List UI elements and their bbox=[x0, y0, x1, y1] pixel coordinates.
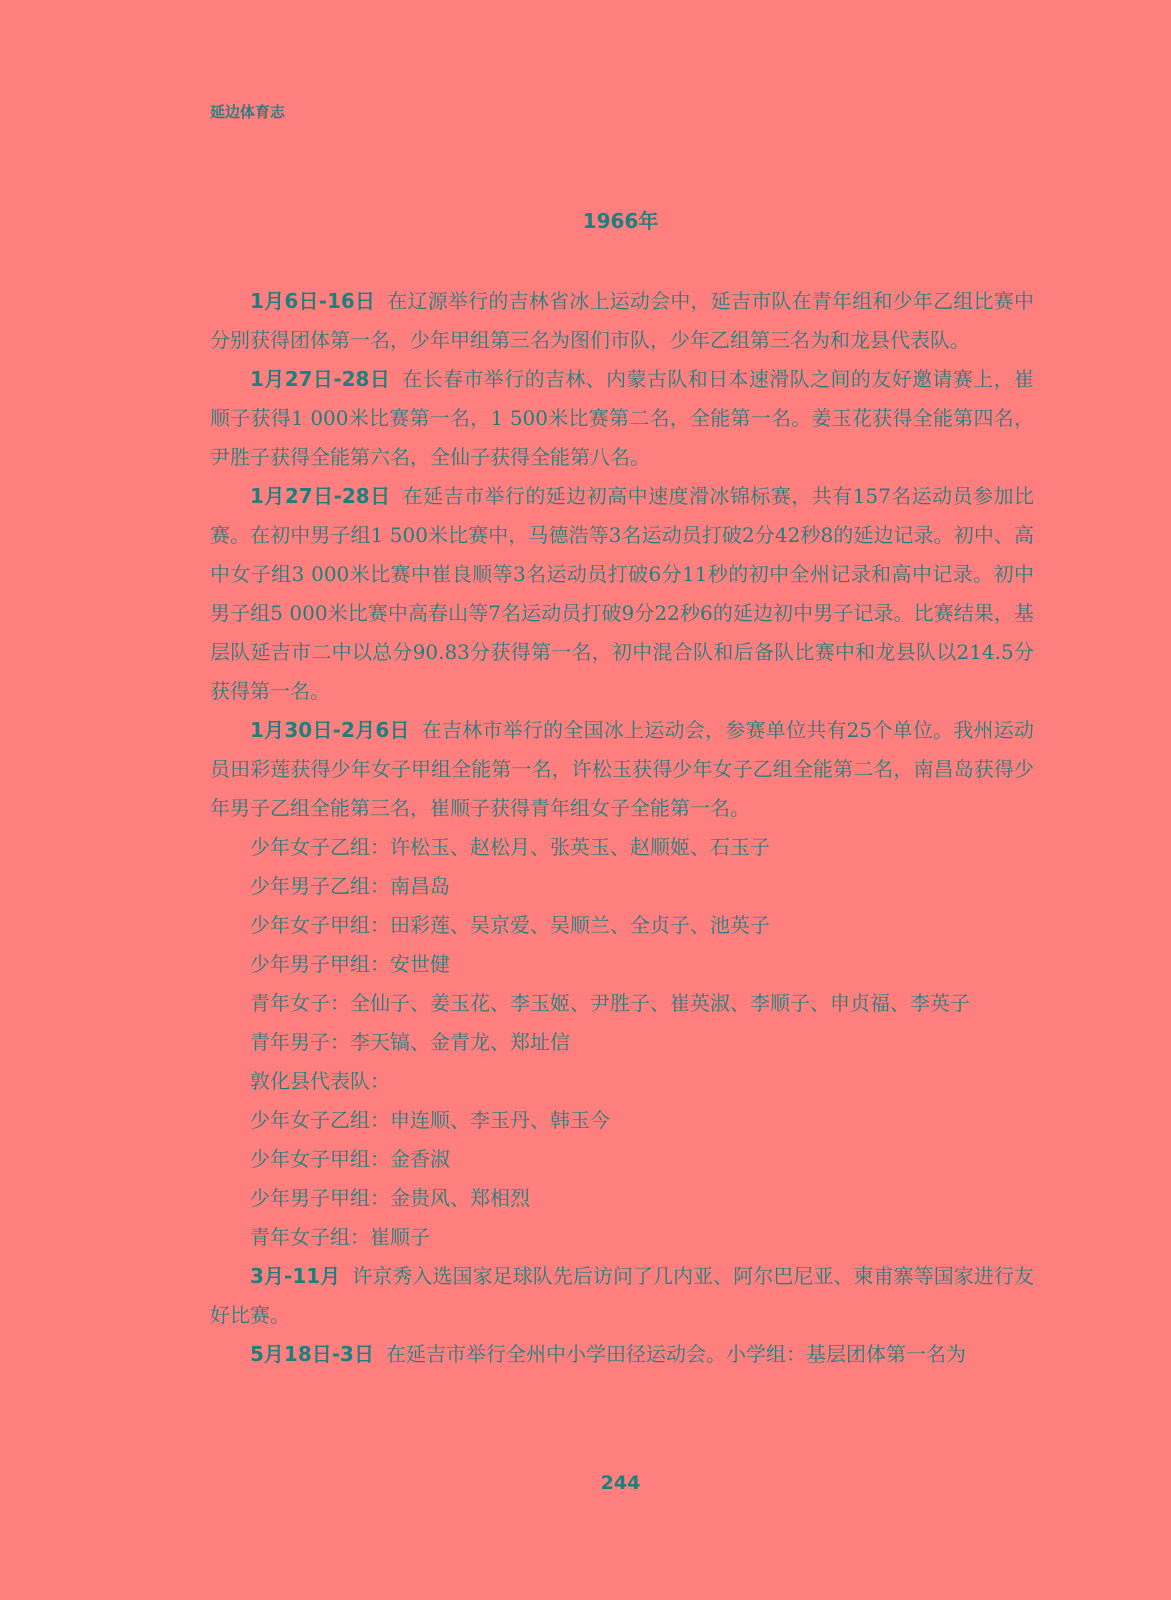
entry-paragraph bbox=[210, 711, 1034, 828]
roster-line: 少年男子乙组：南昌岛 bbox=[250, 874, 450, 898]
entry-paragraph bbox=[210, 1257, 1034, 1335]
roster-line: 敦化县代表队： bbox=[250, 1069, 390, 1093]
entry-text: 在延吉市举行的延边初高中速度滑冰锦标赛，共有157名运动员参加比赛。在初中男子组1 500米比赛中，马德浩等3名运动员打破2分42秒8的延边记录。初中、高中女子组3 000米比赛中崔良顺等3名运动员打破6分11秒的初中全州记录和高中记录。初中男子组5 000米比赛中高春山等7名运动员打破9分22秒6的延边初中男子记录。比赛结果，基层队延吉市二中以总分90.83分获得第一名，初中混合队和后备队比赛中和龙县队以214.5分获得第一名。 bbox=[210, 484, 1034, 703]
entry-date: 3月-11月 bbox=[250, 1264, 341, 1288]
entry-date: 1月27日-28日 bbox=[250, 484, 391, 508]
roster-line: 少年男子甲组：金贵风、郑相烈 bbox=[250, 1186, 530, 1210]
roster-line: 青年女子：全仙子、姜玉花、李玉姬、尹胜子、崔英淑、李顺子、申贞福、李英子 bbox=[250, 991, 970, 1015]
entry-date: 1月27日-28日 bbox=[250, 367, 391, 391]
roster-line: 青年女子组：崔顺子 bbox=[250, 1225, 430, 1249]
year-title: 1966年 bbox=[582, 209, 659, 233]
body-text bbox=[210, 282, 1034, 1374]
entry-paragraph bbox=[210, 282, 1034, 360]
running-head: 延边体育志 bbox=[210, 103, 286, 121]
entry-text: 在长春市举行的吉林、内蒙古队和日本速滑队之间的友好邀请赛上，崔顺子获得1 000米比赛第一名，1 500米比赛第二名，全能第一名。姜玉花获得全能第四名，尹胜子获得全能第六名，全仙子获得全能第八名。 bbox=[210, 367, 1034, 469]
entry-paragraph bbox=[210, 360, 1034, 477]
roster-line: 少年女子甲组：田彩莲、吴京爱、吴顺兰、全贞子、池英子 bbox=[250, 913, 770, 937]
roster-line: 少年女子甲组：金香淑 bbox=[250, 1147, 450, 1171]
roster-line: 青年男子：李天镐、金青龙、郑址信 bbox=[250, 1030, 570, 1054]
entry-date: 5月18日-3日 bbox=[250, 1342, 374, 1366]
entry-paragraph bbox=[210, 477, 1034, 711]
entry-paragraph bbox=[210, 1335, 1034, 1374]
entry-date: 1月30日-2月6日 bbox=[250, 718, 410, 742]
entry-text: 在辽源举行的吉林省冰上运动会中，延吉市队在青年组和少年乙组比赛中分别获得团体第一名，少年甲组第三名为图们市队，少年乙组第三名为和龙县代表队。 bbox=[210, 289, 1035, 352]
entry-text: 在吉林市举行的全国冰上运动会，参赛单位共有25个单位。我州运动员田彩莲获得少年女子甲组全能第一名，许松玉获得少年女子乙组全能第二名，南昌岛获得少年男子乙组全能第三名，崔顺子获得青年组女子全能第一名。 bbox=[210, 718, 1034, 820]
page-number: 244 bbox=[600, 1472, 641, 1494]
roster-line: 少年女子乙组：申连顺、李玉丹、韩玉今 bbox=[250, 1108, 610, 1132]
entry-date: 1月6日-16日 bbox=[250, 289, 376, 313]
roster-line: 少年男子甲组：安世健 bbox=[250, 952, 450, 976]
entry-text: 许京秀入选国家足球队先后访问了几内亚、阿尔巴尼亚、柬甫寨等国家进行友好比赛。 bbox=[210, 1264, 1034, 1327]
entry-text: 在延吉市举行全州中小学田径运动会。小学组：基层团体第一名为 bbox=[385, 1342, 966, 1366]
roster-line: 少年女子乙组：许松玉、赵松月、张英玉、赵顺姬、石玉子 bbox=[250, 835, 770, 859]
